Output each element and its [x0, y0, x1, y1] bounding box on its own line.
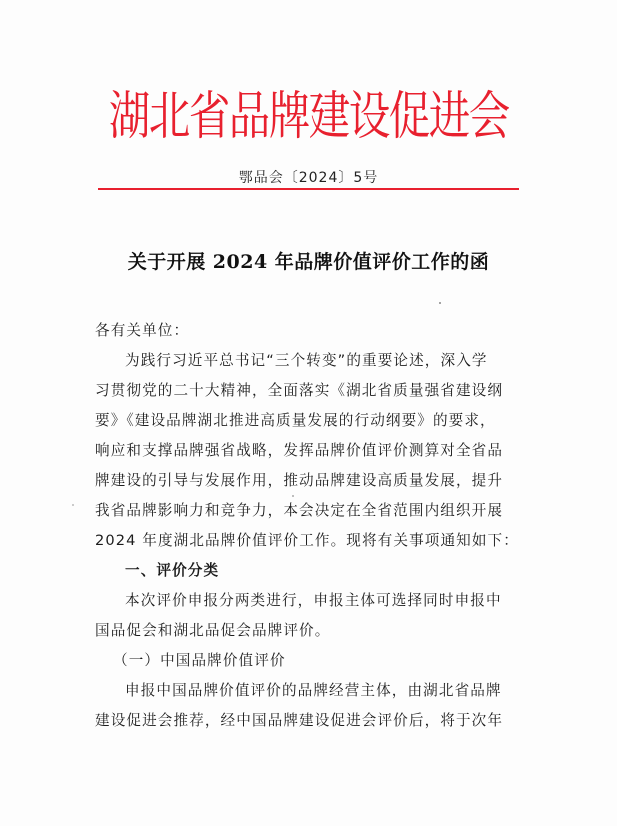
document-number: 鄂品会〔2024〕5号 [238, 170, 379, 186]
paragraph-line: 为践行习近平总书记“三个转变”的重要论述，深入学 [125, 352, 488, 369]
paragraph-line: 国品促会和湖北品促会品牌评价。 [95, 622, 331, 639]
paragraph-line: 本次评价申报分两类进行，申报主体可选择同时申报中 [125, 592, 502, 609]
paragraph-line: 2024 年度湖北品牌价值评价工作。现将有关事项通知如下： [95, 532, 519, 549]
salutation: 各有关单位： [95, 322, 190, 339]
paragraph-line: 申报中国品牌价值评价的品牌经营主体，由湖北省品牌 [125, 682, 502, 699]
scan-speck [292, 495, 294, 497]
paragraph-line: 要》《建设品牌湖北推进高质量发展的行动纲要》的要求， [95, 412, 496, 429]
subsection-heading: （一）中国品牌价值评价 [113, 652, 286, 669]
paragraph-line: 建设促进会推荐，经中国品牌建设促进会评价后，将于次年 [95, 712, 504, 729]
paragraph-line: 我省品牌影响力和竞争力，本会决定在全省范围内组织开展 [95, 502, 504, 519]
scan-speck [439, 302, 441, 304]
letter-title: 关于开展 2024 年品牌价值评价工作的函 [127, 251, 490, 273]
organization-letterhead: 湖北省品牌建设促进会 [108, 87, 509, 147]
section-heading: 一、评价分类 [125, 562, 220, 579]
paragraph-line: 牌建设的引导与发展作用，推动品牌建设高质量发展，提升 [95, 472, 504, 489]
paragraph-line: 响应和支撑品牌强省战略，发挥品牌价值评价测算对全省品 [95, 442, 504, 459]
scan-speck [72, 504, 74, 506]
paragraph-line: 习贯彻党的二十大精神，全面落实《湖北省质量强省建设纲 [95, 382, 504, 399]
red-divider-line [98, 188, 519, 190]
letter-body [95, 316, 519, 736]
